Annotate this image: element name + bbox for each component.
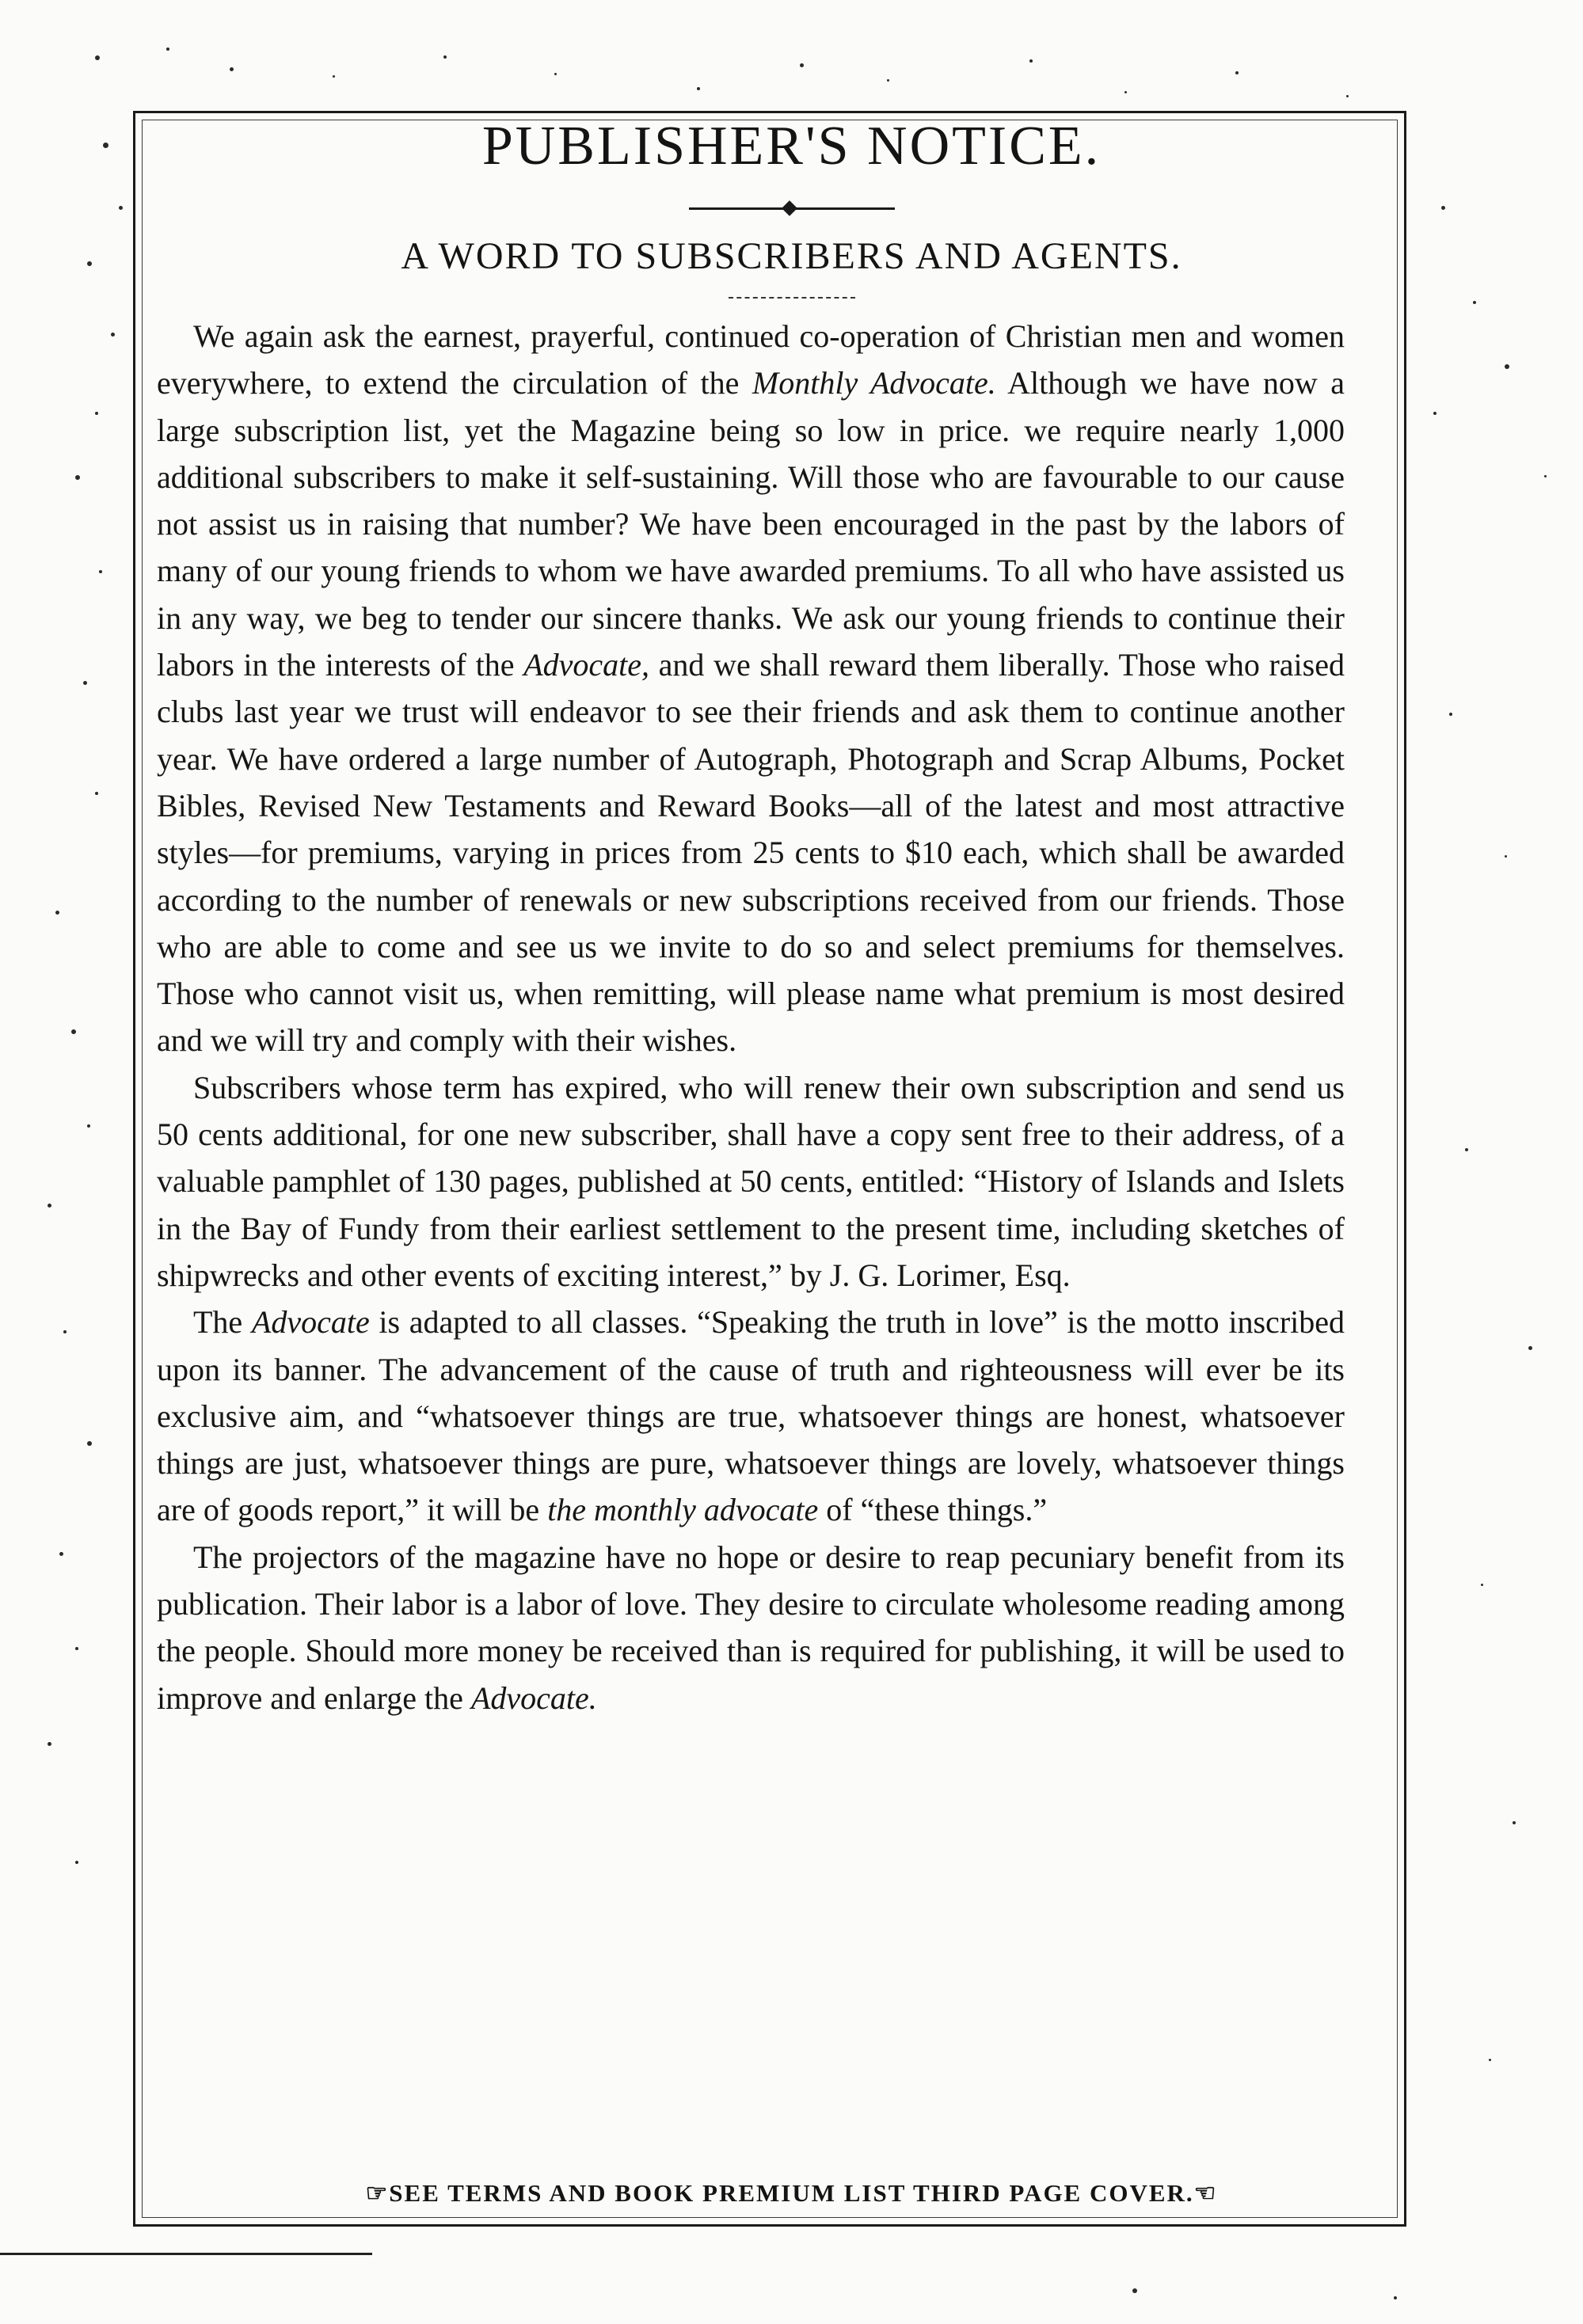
noise-speck [554, 73, 557, 75]
noise-speck [75, 1861, 78, 1864]
noise-speck [230, 67, 234, 71]
noise-speck [48, 1204, 51, 1208]
noise-speck [1394, 2296, 1397, 2299]
italic-text-segment: Advocate, [523, 647, 649, 683]
italic-text-segment: Advocate. [470, 1679, 597, 1716]
noise-speck [443, 55, 447, 59]
noise-speck [99, 570, 102, 573]
noise-speck [55, 911, 59, 915]
noise-speck [119, 206, 123, 210]
noise-speck [1346, 95, 1349, 97]
noise-speck [1124, 91, 1127, 93]
noise-speck [75, 1647, 78, 1650]
noise-speck [1505, 855, 1507, 858]
noise-speck [1481, 1584, 1483, 1586]
text-segment: is adapted to all classes. “Speaking the truth in love” is the motto inscribed upon its banner. The advancement of the cause of truth and righteousness will ever be its exclusive aim, and “whatsoever things are true, whatsoever things are honest, whatsoever things are just, whatsoever things are pure, whatsoever things are lovely, whatsoever things are of goods report,” it will be [157, 1304, 1345, 1528]
noise-speck [95, 55, 100, 60]
paragraph [157, 313, 1345, 1064]
noise-speck [1433, 412, 1436, 415]
paragraph [157, 1534, 1345, 1721]
italic-text-segment: Monthly Advocate. [752, 365, 996, 401]
noise-speck [59, 1552, 63, 1556]
noise-speck [87, 261, 92, 266]
noise-speck [697, 87, 700, 90]
italic-text-segment: the monthly advocate [547, 1492, 819, 1528]
noise-speck [1235, 71, 1239, 74]
noise-speck [1544, 475, 1547, 477]
subtitle-rule [729, 297, 855, 299]
noise-speck [103, 143, 108, 148]
noise-speck [333, 75, 335, 78]
italic-text-segment: Advocate [251, 1304, 370, 1341]
noise-speck [83, 681, 87, 685]
footer-note: ☞SEE TERMS AND BOOK PREMIUM LIST THIRD PAGE COVER.☜ [365, 2179, 1218, 2207]
text-segment: The [193, 1304, 252, 1341]
text-segment: and we shall reward them liberally. Those who raised clubs last year we trust will endeavor to see their friends and ask them to continue another year. We have ordered a large number of Autograph, Photograph and Scrap Albums, Pocket Bibles, Revised New Testaments and Reward Books—all of the latest and most attractive styles—for premiums, varying in prices from 25 cents to $10 each, which shall be awarded according to the number of renewals or new subscriptions received from our friends. Those who are able to come and see us we invite to do so and select premiums for themselves. Those who cannot visit us, when remitting, will please name what premium is most desired and we will try and comply with their wishes. [157, 647, 1345, 1059]
noise-speck [75, 475, 80, 480]
noise-speck [166, 48, 169, 51]
text-segment: Subscribers whose term has expired, who will renew their own subscription and send us 50 cents additional, for one new subscriber, shall have a copy sent free to their address, of a valuable pamphlet of 130 pages, published at 50 cents, entitled: “History of Islands and Islets in the Bay of Fundy from their earliest settlement to the present time, including sketches of shipwrecks and other events of exciting interest,” by J. G. Lorimer, Esq. [157, 1069, 1345, 1293]
noise-speck [1505, 364, 1509, 369]
noise-speck [1441, 206, 1445, 210]
paragraph [157, 1064, 1345, 1299]
text-segment: of “these things.” [818, 1492, 1048, 1528]
text-segment: We again ask the earnest, prayerful, continued co-operation of Christian men and women everywhere, to extend the circulation of the [157, 318, 1345, 401]
noise-speck [63, 1330, 67, 1333]
noise-speck [1449, 713, 1452, 716]
noise-speck [1029, 59, 1033, 63]
noise-speck [1132, 2288, 1137, 2293]
notice-body [157, 313, 1345, 1721]
noise-speck [87, 1441, 92, 1446]
noise-speck [800, 63, 804, 67]
noise-speck [71, 1029, 76, 1034]
title-ornament-rule [689, 207, 895, 210]
noise-speck [1489, 2059, 1491, 2061]
noise-speck [887, 79, 889, 82]
noise-speck [95, 412, 98, 415]
text-segment: The projectors of the magazine have no hope or desire to reap pecuniary benefit from its publication. Their labor is a labor of love. They desire to circulate wholesome reading among the people. Should more money be received than is required for publishing, it will be used to improve and enlarge the [157, 1539, 1345, 1716]
noise-speck [111, 333, 115, 337]
notice-subtitle: A WORD TO SUBSCRIBERS AND AGENTS. [401, 235, 1182, 277]
noise-speck [95, 792, 98, 795]
noise-speck [1465, 1148, 1468, 1151]
text-segment: Although we have now a large subscription list, yet the Magazine being so low in price. we require nearly 1,000 additional subscribers to make it self-sustaining. Will those who are favourable to our cause not assist us in raising that number? We have been encouraged in the past by the labors of many of our young friends to whom we have awarded premiums. To all who have assisted us in any way, we beg to tender our sincere thanks. We ask our young friends to continue their labors in the interests of the [157, 365, 1345, 683]
notice-title: PUBLISHER'S NOTICE. [481, 116, 1102, 177]
noise-speck [87, 1124, 90, 1128]
noise-speck [1528, 1346, 1532, 1350]
bottom-edge-rule [0, 2253, 372, 2255]
noise-speck [1473, 301, 1476, 304]
noise-speck [1513, 1821, 1516, 1824]
noise-speck [48, 1742, 51, 1746]
paragraph [157, 1299, 1345, 1533]
